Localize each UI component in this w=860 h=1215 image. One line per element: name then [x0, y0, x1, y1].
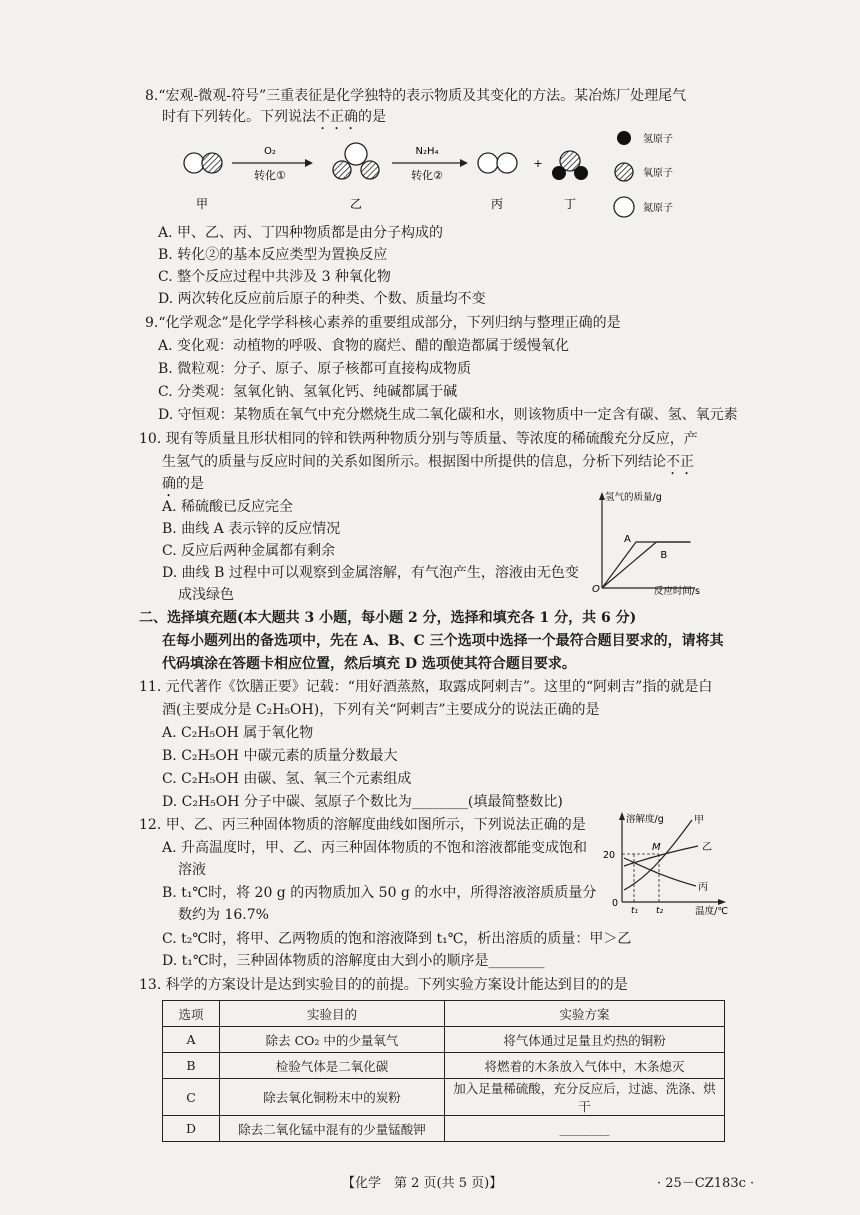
molecule-ding	[552, 151, 588, 180]
row-c-plan: 加入足量稀硫酸，充分反应后，过滤、洗涤、烘干	[445, 1079, 725, 1116]
chart2-point-m: M	[652, 842, 661, 853]
section2-line2: 代码填涂在答题卡相应位置，然后填充 D 选项使其符合题目要求。	[162, 656, 576, 672]
q10-option-d-cont: 成浅绿色	[178, 587, 234, 603]
q8-option-d: D. 两次转化反应前后原子的种类、个数、质量均不变	[158, 291, 486, 307]
arrow2-top: N₂H₄	[415, 146, 439, 157]
chart2-xlabel: 温度/℃	[695, 906, 728, 917]
chart2-series-yi: 乙	[702, 842, 712, 853]
q10-line1: 10. 现有等质量且形状相同的锌和铁两种物质分别与等质量、等浓度的稀硫酸充分反应，产	[139, 431, 698, 447]
hydrogen-chart	[588, 488, 700, 598]
q10-line2-a: 生氢气的质量与反应时间的关系如图所示。根据图中所提供的信息，分析下列结论	[162, 454, 666, 470]
q8-emphasis: 不正确	[316, 109, 358, 125]
row-d-purpose: 除去二氧化锰中混有的少量锰酸钾	[220, 1116, 445, 1142]
table-row	[163, 1053, 725, 1079]
series-label-a: A	[624, 534, 631, 545]
row-a-purpose: 除去 CO₂ 中的少量氧气	[220, 1027, 445, 1053]
table-header-plan: 实验方案	[445, 1001, 725, 1027]
legend-oxygen: 氧原子	[643, 168, 673, 179]
legend-nitrogen-icon	[614, 197, 634, 217]
solubility-chart	[600, 810, 728, 922]
q10-option-c: C. 反应后两种金属都有剩余	[162, 543, 336, 559]
q12-stem: 12. 甲、乙、丙三种固体物质的溶解度曲线如图所示，下列说法正确的是	[139, 817, 586, 833]
arrow1-top: O₂	[264, 146, 276, 157]
q10-line2	[162, 451, 694, 478]
row-d-plan: ________	[445, 1116, 725, 1142]
table-header-option: 选项	[163, 1001, 220, 1027]
q10-line3-b: 的是	[176, 476, 204, 492]
q12-option-c: C. t₂℃时，将甲、乙两物质的饱和溶液降到 t₁℃，析出溶质的质量：甲＞乙	[162, 931, 632, 947]
chart1-ylabel: 氢气的质量/g	[605, 492, 662, 503]
legend	[614, 131, 673, 217]
label-jia: 甲	[195, 197, 209, 211]
label-ding: 丁	[563, 197, 577, 211]
q8-option-b: B. 转化②的基本反应类型为置换反应	[158, 247, 388, 263]
page-footer: 【化学 第 2 页(共 5 页)】	[342, 1176, 503, 1191]
chart2-series-jia: 甲	[694, 815, 704, 826]
q8-line1: 8.“宏观-微观-符号”三重表征是化学独特的表示物质及其变化的方法。某冶炼厂处理尾气	[145, 88, 687, 104]
table-header-row	[163, 1001, 725, 1027]
q12-option-b-cont: 数约为 16.7%	[178, 907, 269, 923]
label-bing: 丙	[490, 197, 504, 211]
q11-option-c: C. C₂H₅OH 由碳、氢、氧三个元素组成	[162, 771, 412, 787]
q12-option-d: D. t₁℃时，三种固体物质的溶解度由大到小的顺序是________	[162, 953, 545, 969]
legend-hydrogen: 氢原子	[643, 134, 673, 145]
experiment-table	[162, 1000, 725, 1142]
q9-option-b: B. 微粒观：分子、原子、原子核都可直接构成物质	[158, 361, 472, 377]
q11-option-a: A. C₂H₅OH 属于氧化物	[162, 725, 314, 741]
page-code: · 25－CZ183c ·	[657, 1176, 755, 1191]
q12-option-b: B. t₁℃时，将 20 g 的丙物质加入 50 g 的水中，所得溶液溶质质量分	[162, 885, 597, 901]
plus-sign: +	[533, 157, 543, 170]
q10-option-b: B. 曲线 A 表示锌的反应情况	[162, 521, 341, 537]
table-row	[163, 1027, 725, 1053]
row-b-option: B	[163, 1053, 220, 1079]
chart2-xtick-t1: t₁	[631, 906, 639, 916]
chart2-ylabel: 溶解度/g	[626, 814, 664, 825]
legend-hydrogen-icon	[617, 131, 631, 145]
legend-nitrogen: 氮原子	[643, 203, 673, 214]
q11-line2: 酒(主要成分是 C₂H₅OH)，下列有关“阿剌吉”主要成分的说法正确的是	[162, 702, 600, 718]
q10-option-a: A. 稀硫酸已反应完全	[162, 499, 294, 515]
molecule-jia	[184, 153, 222, 173]
chart2-ytick-20: 20	[603, 850, 616, 861]
arrow1-bottom: 转化①	[254, 169, 286, 182]
q8-line2-b: 的是	[358, 109, 386, 125]
chart2-xtick-t2: t₂	[656, 906, 664, 916]
table-row	[163, 1116, 725, 1142]
q8-option-a: A. 甲、乙、丙、丁四种物质都是由分子构成的	[158, 225, 444, 241]
row-a-plan: 将气体通过足量且灼热的铜粉	[445, 1027, 725, 1053]
q12-option-a-cont: 溶液	[178, 862, 206, 878]
q13-stem: 13. 科学的方案设计是达到实验目的的前提。下列实验方案设计能达到目的的是	[139, 977, 628, 993]
row-c-option: C	[163, 1079, 220, 1116]
row-b-purpose: 检验气体是二氧化碳	[220, 1053, 445, 1079]
row-a-option: A	[163, 1027, 220, 1053]
table-row	[163, 1079, 725, 1116]
molecule-bing	[478, 153, 517, 173]
q11-line1: 11. 元代著作《饮膳正要》记载：“用好酒蒸熬，取露成阿剌吉”。这里的“阿剌吉”指的就是白	[139, 679, 713, 695]
chart1-origin: O	[592, 584, 600, 595]
row-c-purpose: 除去氧化铜粉末中的炭粉	[220, 1079, 445, 1116]
molecule-yi	[333, 143, 379, 179]
q9-option-d: D. 守恒观：某物质在氧气中充分燃烧生成二氧化碳和水，则该物质中一定含有碳、氢、氧元素	[158, 407, 738, 423]
row-b-plan: 将燃着的木条放入气体中，木条熄灭	[445, 1053, 725, 1079]
q8-molecule-diagram	[170, 125, 700, 220]
label-yi: 乙	[349, 197, 363, 211]
series-line-a	[602, 542, 690, 588]
series-label-b: B	[660, 550, 668, 561]
q8-line2-a: 时有下列转化。下列说法	[162, 109, 316, 125]
q11-option-d: D. C₂H₅OH 分子中碳、氢原子个数比为________(填最简整数比)	[162, 794, 563, 810]
chart2-origin: 0	[612, 898, 619, 909]
q10-emphasis-2: 确	[162, 476, 176, 492]
legend-oxygen-icon	[615, 163, 633, 181]
chart1-xlabel: 反应时间/s	[653, 586, 700, 597]
q11-option-b: B. C₂H₅OH 中碳元素的质量分数最大	[162, 748, 398, 764]
q9-stem: 9.“化学观念”是化学学科核心素养的重要组成部分，下列归纳与整理正确的是	[145, 315, 621, 331]
arrow2-bottom: 转化②	[411, 169, 443, 182]
q10-option-d: D. 曲线 B 过程中可以观察到金属溶解，有气泡产生，溶液由无色变	[162, 565, 579, 581]
section2-title: 二、选择填充题(本大题共 3 小题，每小题 2 分，选择和填充各 1 分，共 6 分)	[139, 610, 637, 626]
q10-emphasis-1: 不正	[666, 454, 694, 470]
row-d-option: D	[163, 1116, 220, 1142]
q9-option-c: C. 分类观：氢氧化钠、氢氧化钙、纯碱都属于碱	[158, 384, 458, 400]
q8-option-c: C. 整个反应过程中共涉及 3 种氧化物	[158, 269, 391, 285]
section2-line1: 在每小题列出的备选项中，先在 A、B、C 三个选项中选择一个最符合题目要求的，请将其	[162, 633, 724, 649]
q9-option-a: A. 变化观：动植物的呼吸、食物的腐烂、醋的酿造都属于缓慢氧化	[158, 338, 570, 354]
q12-option-a: A. 升高温度时，甲、乙、丙三种固体物质的不饱和溶液都能变成饱和	[162, 840, 588, 856]
table-header-purpose: 实验目的	[220, 1001, 445, 1027]
chart2-series-bing: 丙	[698, 882, 708, 893]
series-line-b	[602, 542, 690, 588]
